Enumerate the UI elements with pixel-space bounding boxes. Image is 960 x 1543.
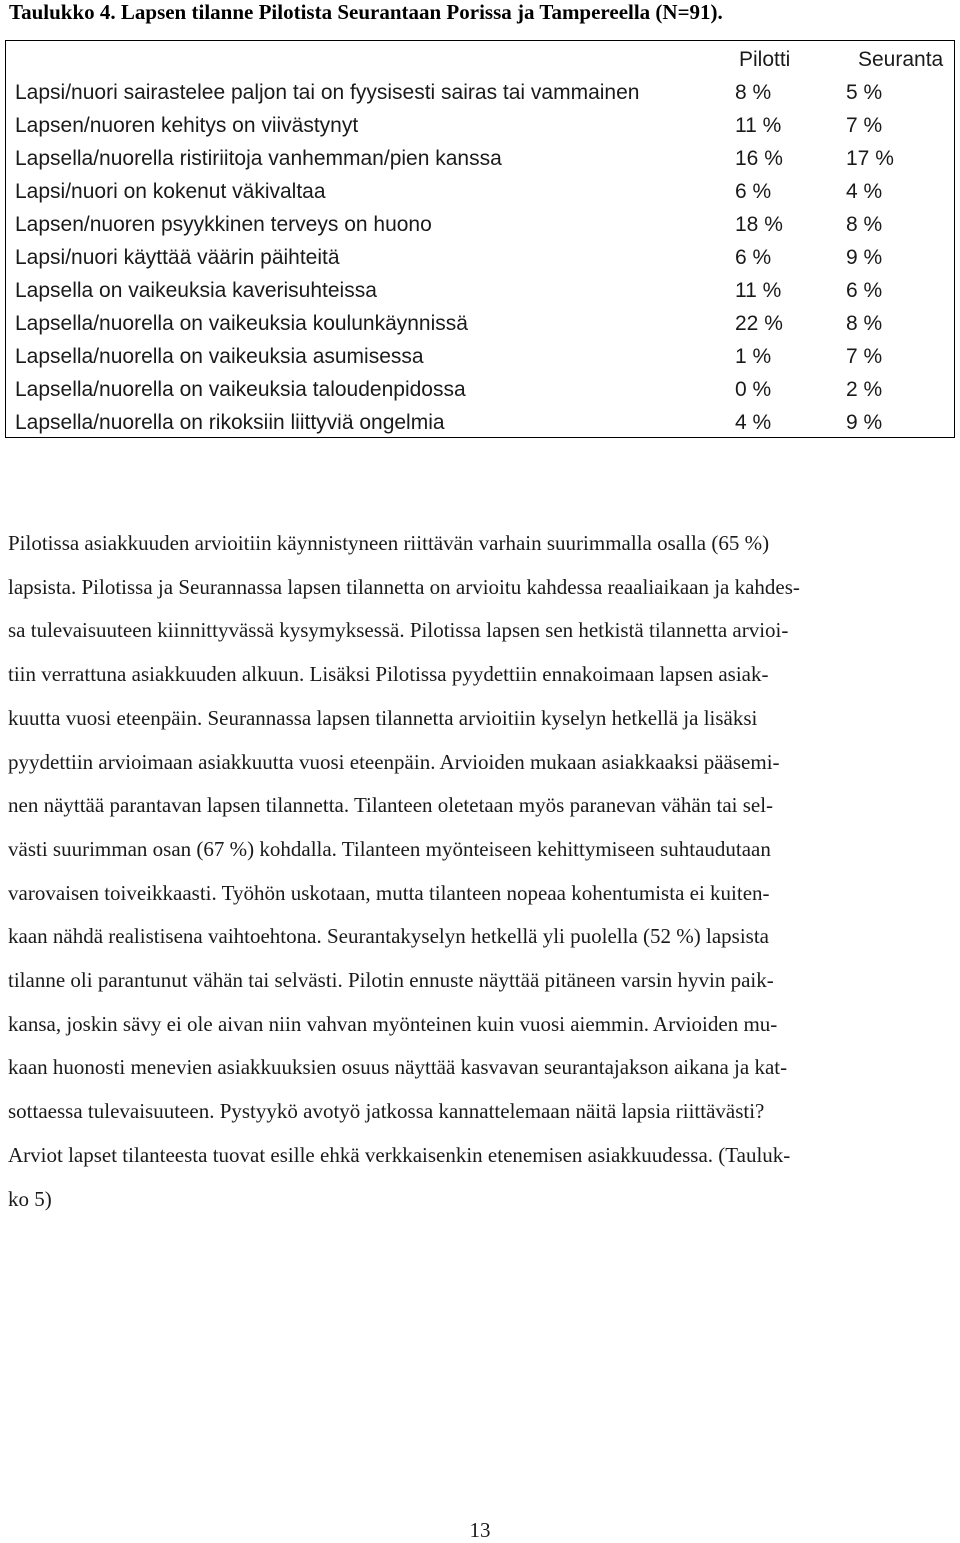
table-row — [6, 406, 954, 439]
paragraph-line: sottaessa tulevaisuuteen. Pystyykö avotyö jatkossa kannattelemaan näitä lapsia riittävästi? — [8, 1099, 765, 1124]
seuranta-value: 6 % — [846, 279, 883, 302]
pilotti-value: 11 % — [735, 279, 782, 302]
row-label: Lapsen/nuoren psyykkinen terveys on huono — [15, 213, 432, 236]
table-row — [6, 208, 954, 241]
seuranta-value: 5 % — [846, 81, 883, 104]
seuranta-value: 9 % — [846, 411, 883, 434]
pilotti-value: 8 % — [735, 81, 772, 104]
table-header-row — [6, 43, 954, 76]
row-label: Lapsi/nuori sairastelee paljon tai on fyysisesti sairas tai vammainen — [15, 81, 640, 104]
row-label: Lapsella/nuorella on vaikeuksia asumisessa — [15, 345, 424, 368]
column-header-pilotti: Pilotti — [739, 48, 791, 71]
pilotti-value: 22 % — [735, 312, 783, 335]
paragraph-line: kaan nähdä realistisena vaihtoehtona. Seurantakyselyn hetkellä yli puolella (52 %) lapsista — [8, 924, 770, 949]
pilotti-value: 0 % — [735, 378, 772, 401]
results-table — [5, 40, 955, 438]
row-label: Lapsella/nuorella on vaikeuksia koulunkäynnissä — [15, 312, 468, 335]
paragraph-line: västi suurimman osan (67 %) kohdalla. Tilanteen myönteiseen kehittymiseen suhtaudutaan — [8, 836, 771, 861]
paragraph-line: sa tulevaisuuteen kiinnittyvässä kysymyksessä. Pilotissa lapsen sen hetkistä tilannetta arvioi- — [8, 618, 789, 643]
paragraph-line: pyydettiin arvioimaan asiakkuutta vuosi eteenpäin. Arvioiden mukaan asiakkaaksi pääsemi- — [8, 749, 780, 774]
row-label: Lapsella on vaikeuksia kaverisuhteissa — [15, 279, 377, 302]
table-row — [6, 307, 954, 340]
paragraph-line: kansa, joskin sävy ei ole aivan niin vahvan myönteinen kuin vuosi aiemmin. Arvioiden mu- — [8, 1011, 778, 1036]
table-row — [6, 175, 954, 208]
seuranta-value: 9 % — [846, 246, 883, 269]
row-label: Lapsella/nuorella on rikoksiin liittyviä ongelmia — [15, 411, 445, 434]
row-label: Lapsella/nuorella ristiriitoja vanhemman/pien kanssa — [15, 147, 502, 170]
column-header-seuranta: Seuranta — [858, 48, 944, 71]
paragraph-line: tiin verrattuna asiakkuuden alkuun. Lisäksi Pilotissa pyydettiin ennakoimaan lapsen asiak- — [8, 662, 769, 687]
table-caption: Taulukko 4. Lapsen tilanne Pilotista Seurantaan Porissa ja Tampereella (N=91). — [9, 0, 723, 24]
pilotti-value: 6 % — [735, 180, 772, 203]
table-row — [6, 373, 954, 406]
table-row — [6, 340, 954, 373]
paragraph-line: nen näyttää parantavan lapsen tilannetta. Tilanteen oletetaan myös paranevan vähän tai sel- — [8, 793, 774, 818]
seuranta-value: 8 % — [846, 213, 883, 236]
seuranta-value: 4 % — [846, 180, 883, 203]
table-bottom-rule — [14, 437, 952, 438]
table-row — [6, 109, 954, 142]
body-paragraph — [8, 522, 953, 1221]
pilotti-value: 11 % — [735, 114, 782, 137]
paragraph-line: ko 5) — [8, 1186, 52, 1211]
row-label: Lapsi/nuori käyttää väärin päihteitä — [15, 246, 340, 269]
pilotti-value: 6 % — [735, 246, 772, 269]
seuranta-value: 17 % — [846, 147, 894, 170]
table-row — [6, 142, 954, 175]
table-row — [6, 76, 954, 109]
seuranta-value: 7 % — [846, 345, 883, 368]
row-label: Lapsen/nuoren kehitys on viivästynyt — [15, 114, 359, 137]
row-label: Lapsella/nuorella on vaikeuksia taloudenpidossa — [15, 378, 466, 401]
paragraph-line: tilanne oli parantunut vähän tai selvästi. Pilotin ennuste näyttää pitäneen varsin hyvin paik- — [8, 968, 774, 993]
table-row — [6, 274, 954, 307]
pilotti-value: 1 % — [735, 345, 772, 368]
row-label: Lapsi/nuori on kokenut väkivaltaa — [15, 180, 326, 203]
pilotti-value: 16 % — [735, 147, 783, 170]
table-row — [6, 241, 954, 274]
seuranta-value: 8 % — [846, 312, 883, 335]
paragraph-line: lapsista. Pilotissa ja Seurannassa lapsen tilannetta on arvioitu kahdessa reaaliaikaan ja kahdes- — [8, 574, 800, 599]
paragraph-line: varovaisen toiveikkaasti. Työhön uskotaan, mutta tilanteen nopeaa kohentumista ei kuiten- — [8, 880, 770, 905]
pilotti-value: 18 % — [735, 213, 783, 236]
seuranta-value: 7 % — [846, 114, 883, 137]
pilotti-value: 4 % — [735, 411, 772, 434]
paragraph-line: Pilotissa asiakkuuden arvioitiin käynnistyneen riittävän varhain suurimmalla osalla (65 %) — [8, 531, 770, 555]
paragraph-line: kuutta vuosi eteenpäin. Seurannassa lapsen tilannetta arvioitiin kyselyn hetkellä ja lisäksi — [8, 705, 758, 730]
paragraph-line: kaan huonosti menevien asiakkuuksien osuus näyttää kasvavan seurantajakson aikana ja kat- — [8, 1055, 788, 1080]
page-number: 13 — [469, 1518, 491, 1542]
seuranta-value: 2 % — [846, 378, 883, 401]
paragraph-line: Arviot lapset tilanteesta tuovat esille ehkä verkkaisenkin etenemisen asiakkuudessa. (Tauluk- — [8, 1142, 791, 1167]
